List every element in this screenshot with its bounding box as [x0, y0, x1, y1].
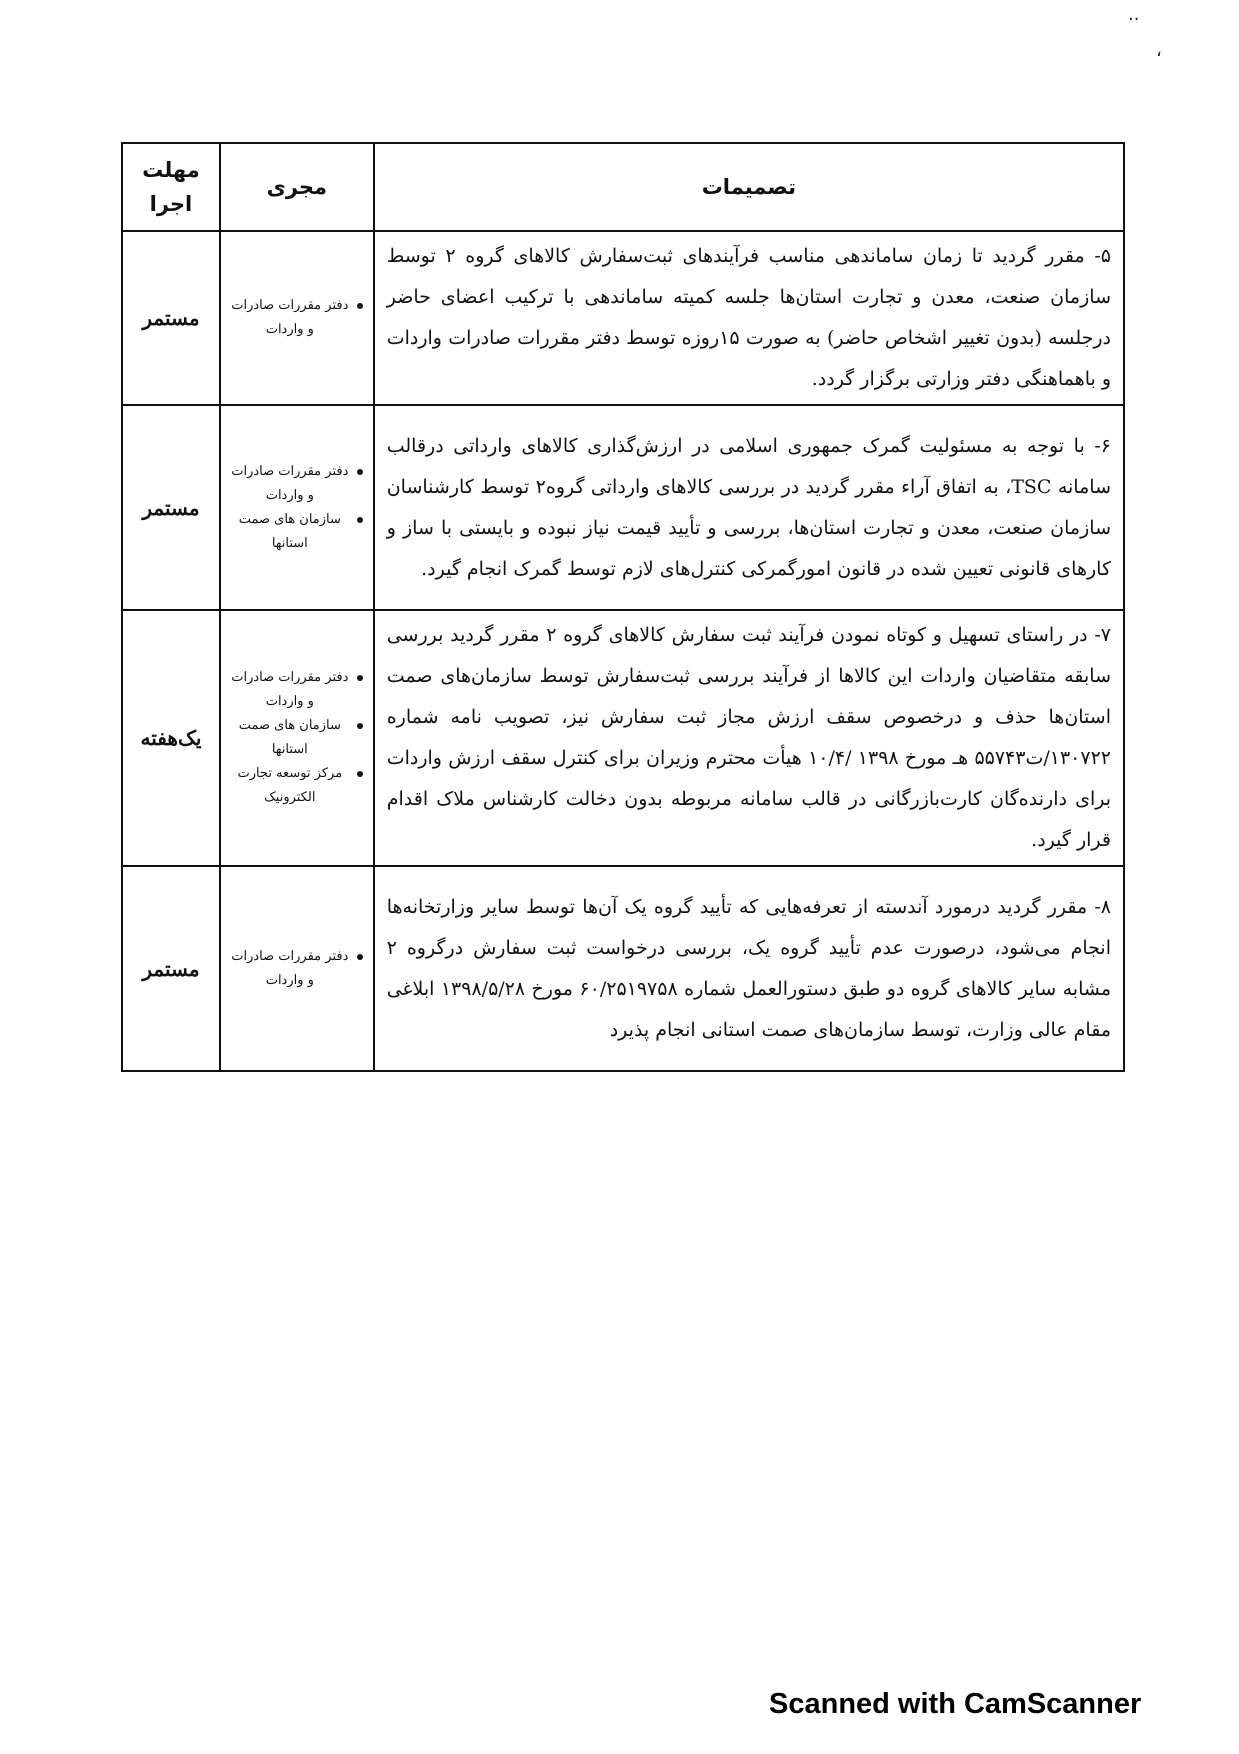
header-deadline-line2: اجرا: [149, 192, 193, 216]
header-deadline: [122, 143, 220, 231]
decision-text: ۷- در راستای تسهیل و کوتاه نمودن فرآیند ثبت سفارش کالاهای گروه ۲ مقرر گردید بررسی سابقه متقاضیان واردات این کالاها از فرآیند بررسی ثبت‌سفارش توسط سازمان‌های صمت استان‌ها حذف و درخصوص سقف ارزش مجاز ثبت سفارش نیز، تصویب نامه شماره ۱۳۰۷۲۲/ت۵۵۷۴۳ هـ مورخ ۱۳۹۸ /۱۰/۴ هیأت محترم وزیران برای کنترل سقف ارزش واردات برای دارنده‌گان کارت‌بازرگانی در قالب سامانه مربوطه بدون دخالت کارشناس ملاک اقدام قرار گیرد.: [386, 624, 1111, 851]
executor-list: [221, 666, 373, 810]
bullet-icon: [357, 675, 363, 681]
header-deadline-line1: مهلت: [142, 158, 200, 182]
decision-cell: [374, 405, 1124, 610]
scanner-watermark: Scanned with CamScanner: [769, 1688, 1142, 1720]
executor-list: [221, 945, 373, 993]
executor-cell: [220, 610, 374, 866]
deadline-cell: مستمر: [122, 866, 220, 1071]
bullet-icon: [357, 771, 363, 777]
deadline-cell: یک‌هفته: [122, 610, 220, 866]
executor-cell: [220, 405, 374, 610]
header-executor: مجری: [220, 143, 374, 231]
deadline-cell: مستمر: [122, 231, 220, 405]
bullet-icon: [357, 469, 363, 475]
decision-text: ۸- مقرر گردید درمورد آندسته از تعرفه‌هایی که تأیید گروه یک آن‌ها توسط سایر وزارتخانه‌ها انجام می‌شود، درصورت عدم تأیید گروه یک، بررسی درخواست ثبت سفارش درگروه ۲ مشابه سایر کالاهای گروه دو طبق دستورالعمل شماره ۶۰/۲۵۱۹۷۵۸ مورخ ۱۳۹۸/۵/۲۸ ابلاغی مقام عالی وزارت، توسط سازمان‌های صمت استانی انجام پذیرد: [386, 895, 1111, 1041]
executor-item: [229, 508, 363, 556]
header-row: [122, 143, 1124, 231]
corner-mark-top: ..: [1128, 4, 1140, 25]
executor-list: [221, 294, 373, 342]
executor-cell: [220, 866, 374, 1071]
executor-item: [229, 666, 363, 714]
bullet-icon: [357, 517, 363, 523]
bullet-icon: [357, 954, 363, 960]
executor-label: دفتر مقررات صادرات و واردات: [231, 670, 349, 709]
decision-cell: [374, 610, 1124, 866]
corner-mark-second: ،: [1156, 40, 1162, 61]
decision-cell: [374, 866, 1124, 1071]
executor-cell: [220, 231, 374, 405]
executor-label: دفتر مقررات صادرات و واردات: [231, 948, 349, 988]
executor-item: [229, 460, 363, 508]
executor-label: دفتر مقررات صادرات و واردات: [231, 463, 349, 503]
executor-label: سازمان های صمت استانها: [238, 718, 341, 757]
table-row: [122, 405, 1124, 610]
table-row: [122, 866, 1124, 1071]
decision-cell: [374, 231, 1124, 405]
decision-text: ۵- مقرر گردید تا زمان ساماندهی مناسب فرآیندهای ثبت‌سفارش کالاهای گروه ۲ توسط سازمان صنعت، معدن و تجارت استان‌ها جلسه کمیته ساماندهی با ترکیب اعضای حاضر درجلسه (بدون تغییر اشخاص حاضر) به صورت ۱۵روزه توسط دفتر مقررات صادرات واردات و باهماهنگی دفتر وزارتی برگزار گردد.: [386, 245, 1111, 390]
executor-label: مرکز توسعه تجارت الکترونیک: [237, 766, 343, 805]
table-row: [122, 610, 1124, 866]
executor-list: [221, 460, 373, 556]
executor-label: سازمان های صمت استانها: [238, 511, 341, 551]
table-row: [122, 231, 1124, 405]
bullet-icon: [357, 303, 363, 309]
executor-item: [229, 294, 363, 342]
bullet-icon: [357, 723, 363, 729]
executor-item: [229, 714, 363, 762]
executor-item: [229, 762, 363, 810]
deadline-cell: مستمر: [122, 405, 220, 610]
header-decisions: تصمیمات: [374, 143, 1124, 231]
executor-item: [229, 945, 363, 993]
decisions-table: [121, 142, 1125, 1072]
decision-text: ۶- با توجه به مسئولیت گمرک جمهوری اسلامی در ارزش‌گذاری کالاهای وارداتی درقالب سامانه TSC، به اتفاق آراء مقرر گردید در بررسی کالاهای وارداتی گروه۲ توسط کارشناسان سازمان صنعت، معدن و تجارت استان‌ها، بررسی و تأیید قیمت نیاز نبوده و بایستی با ساز و کارهای قانونی تعیین شده در قانون امورگمرکی کنترل‌های لازم توسط گمرک انجام گیرد.: [386, 434, 1111, 580]
executor-label: دفتر مقررات صادرات و واردات: [231, 298, 349, 337]
